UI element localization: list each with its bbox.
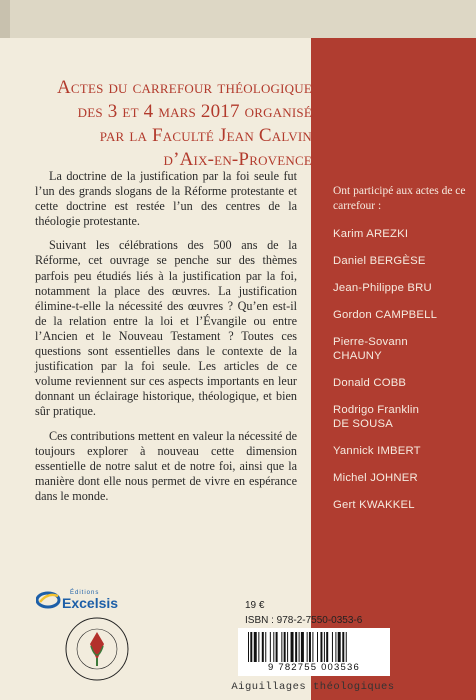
barcode-bar <box>262 632 264 662</box>
barcode-bar <box>301 632 304 662</box>
kerygma-seal-logo <box>64 616 130 682</box>
participant-name: Gert KWAKKEL <box>333 499 415 511</box>
barcode-bar <box>317 632 318 662</box>
barcode-bar <box>324 632 325 662</box>
participant-name: Pierre-Sovann CHAUNY <box>333 336 408 362</box>
top-band <box>0 0 476 38</box>
barcode-bar <box>281 632 282 662</box>
barcode-bar <box>332 632 333 662</box>
barcode-bar <box>320 632 322 662</box>
barcode-bar <box>258 632 259 662</box>
participant-name: Michel JOHNER <box>333 472 418 484</box>
header-line: d’Aix-en-Provence <box>163 149 312 170</box>
barcode-bar <box>307 632 308 662</box>
participant-name: Karim AREZKI <box>333 228 409 240</box>
paragraph: Ces contributions mettent en valeur la nécessité de toujours explorer à nouveau cette dimension essentielle de notre salut et de notre foi, ainsi que la manière dont elle nous permet de vivre en espérance dans le monde. <box>35 428 297 503</box>
barcode-bar <box>299 632 300 662</box>
header-line: Actes du carrefour théologique <box>57 77 312 98</box>
collection-name: Aiguillages théologiques <box>231 681 395 693</box>
barcode-bar <box>326 632 328 662</box>
barcode-bar <box>346 632 347 662</box>
isbn: ISBN : 978-2-7550-0353-6 <box>245 615 363 626</box>
barcode-bar <box>335 632 336 662</box>
price: 19 € <box>245 600 265 611</box>
participant-name: Daniel BERGÈSE <box>333 255 426 267</box>
barcode-bar <box>342 632 344 662</box>
excelsis-logo <box>36 586 126 612</box>
cover-header <box>26 76 312 172</box>
participant-name: Jean-Philippe BRU <box>333 282 432 294</box>
barcode-bar <box>265 632 266 662</box>
participants-list <box>333 184 473 525</box>
barcode-bar <box>248 632 249 662</box>
svg-text:Éditions: Éditions <box>70 590 100 596</box>
header-line: par la Faculté Jean Calvin <box>99 125 312 146</box>
header-line: des 3 et 4 mars 2017 organisé <box>77 101 312 122</box>
barcode-bar <box>284 632 286 662</box>
barcode-bar <box>312 632 313 662</box>
back-cover-text <box>35 169 297 513</box>
participant-name: Rodrigo Franklin DE SOUSA <box>333 404 420 430</box>
spine-tab <box>0 0 10 38</box>
barcode-bar <box>254 632 257 662</box>
barcode-bar <box>276 632 278 662</box>
barcode-bar <box>338 632 341 662</box>
participant-name: Yannick IMBERT <box>333 445 421 457</box>
barcode-bar <box>273 632 274 662</box>
barcode-bar <box>309 632 311 662</box>
barcode-number: 9 782755 003536 <box>268 662 360 673</box>
barcode <box>238 628 390 676</box>
barcode-bar <box>287 632 288 662</box>
paragraph: La doctrine de la justification par la foi seule fut l’un des grands slogans de la Réforme protestante et cette doctrine est restée l’un des centres de la théologie protestante. <box>35 169 297 229</box>
barcode-bar <box>291 632 294 662</box>
barcode-bar <box>270 632 271 662</box>
barcode-bar <box>295 632 297 662</box>
paragraph: Suivant les célébrations des 500 ans de la Réforme, cet ouvrage se penche sur des thèmes parfois peu étudiés liés à la justification par la foi, notamment la place des œuvres. La justification élimine-t-elle la nécessité des œuvres ? Qu’en est-il de la relation entre la loi et l’Évangile ou entre l’Ancien et le Nouveau Testament ? Toutes ces questions sont essentielles dans le contexte de la justification par la foi seule. Les articles de ce volume reviennent sur ces aspects importants en leur donnant un éclairage historique, théologique, et bien sûr pratique. <box>35 238 297 419</box>
participants-intro: Ont participé aux actes de ce carrefour : <box>333 185 466 212</box>
participant-name: Gordon CAMPBELL <box>333 309 438 321</box>
participant-name: Donald COBB <box>333 377 407 389</box>
barcode-bars <box>248 632 380 662</box>
barcode-bar <box>250 632 252 662</box>
svg-text:Excelsis: Excelsis <box>62 595 119 611</box>
